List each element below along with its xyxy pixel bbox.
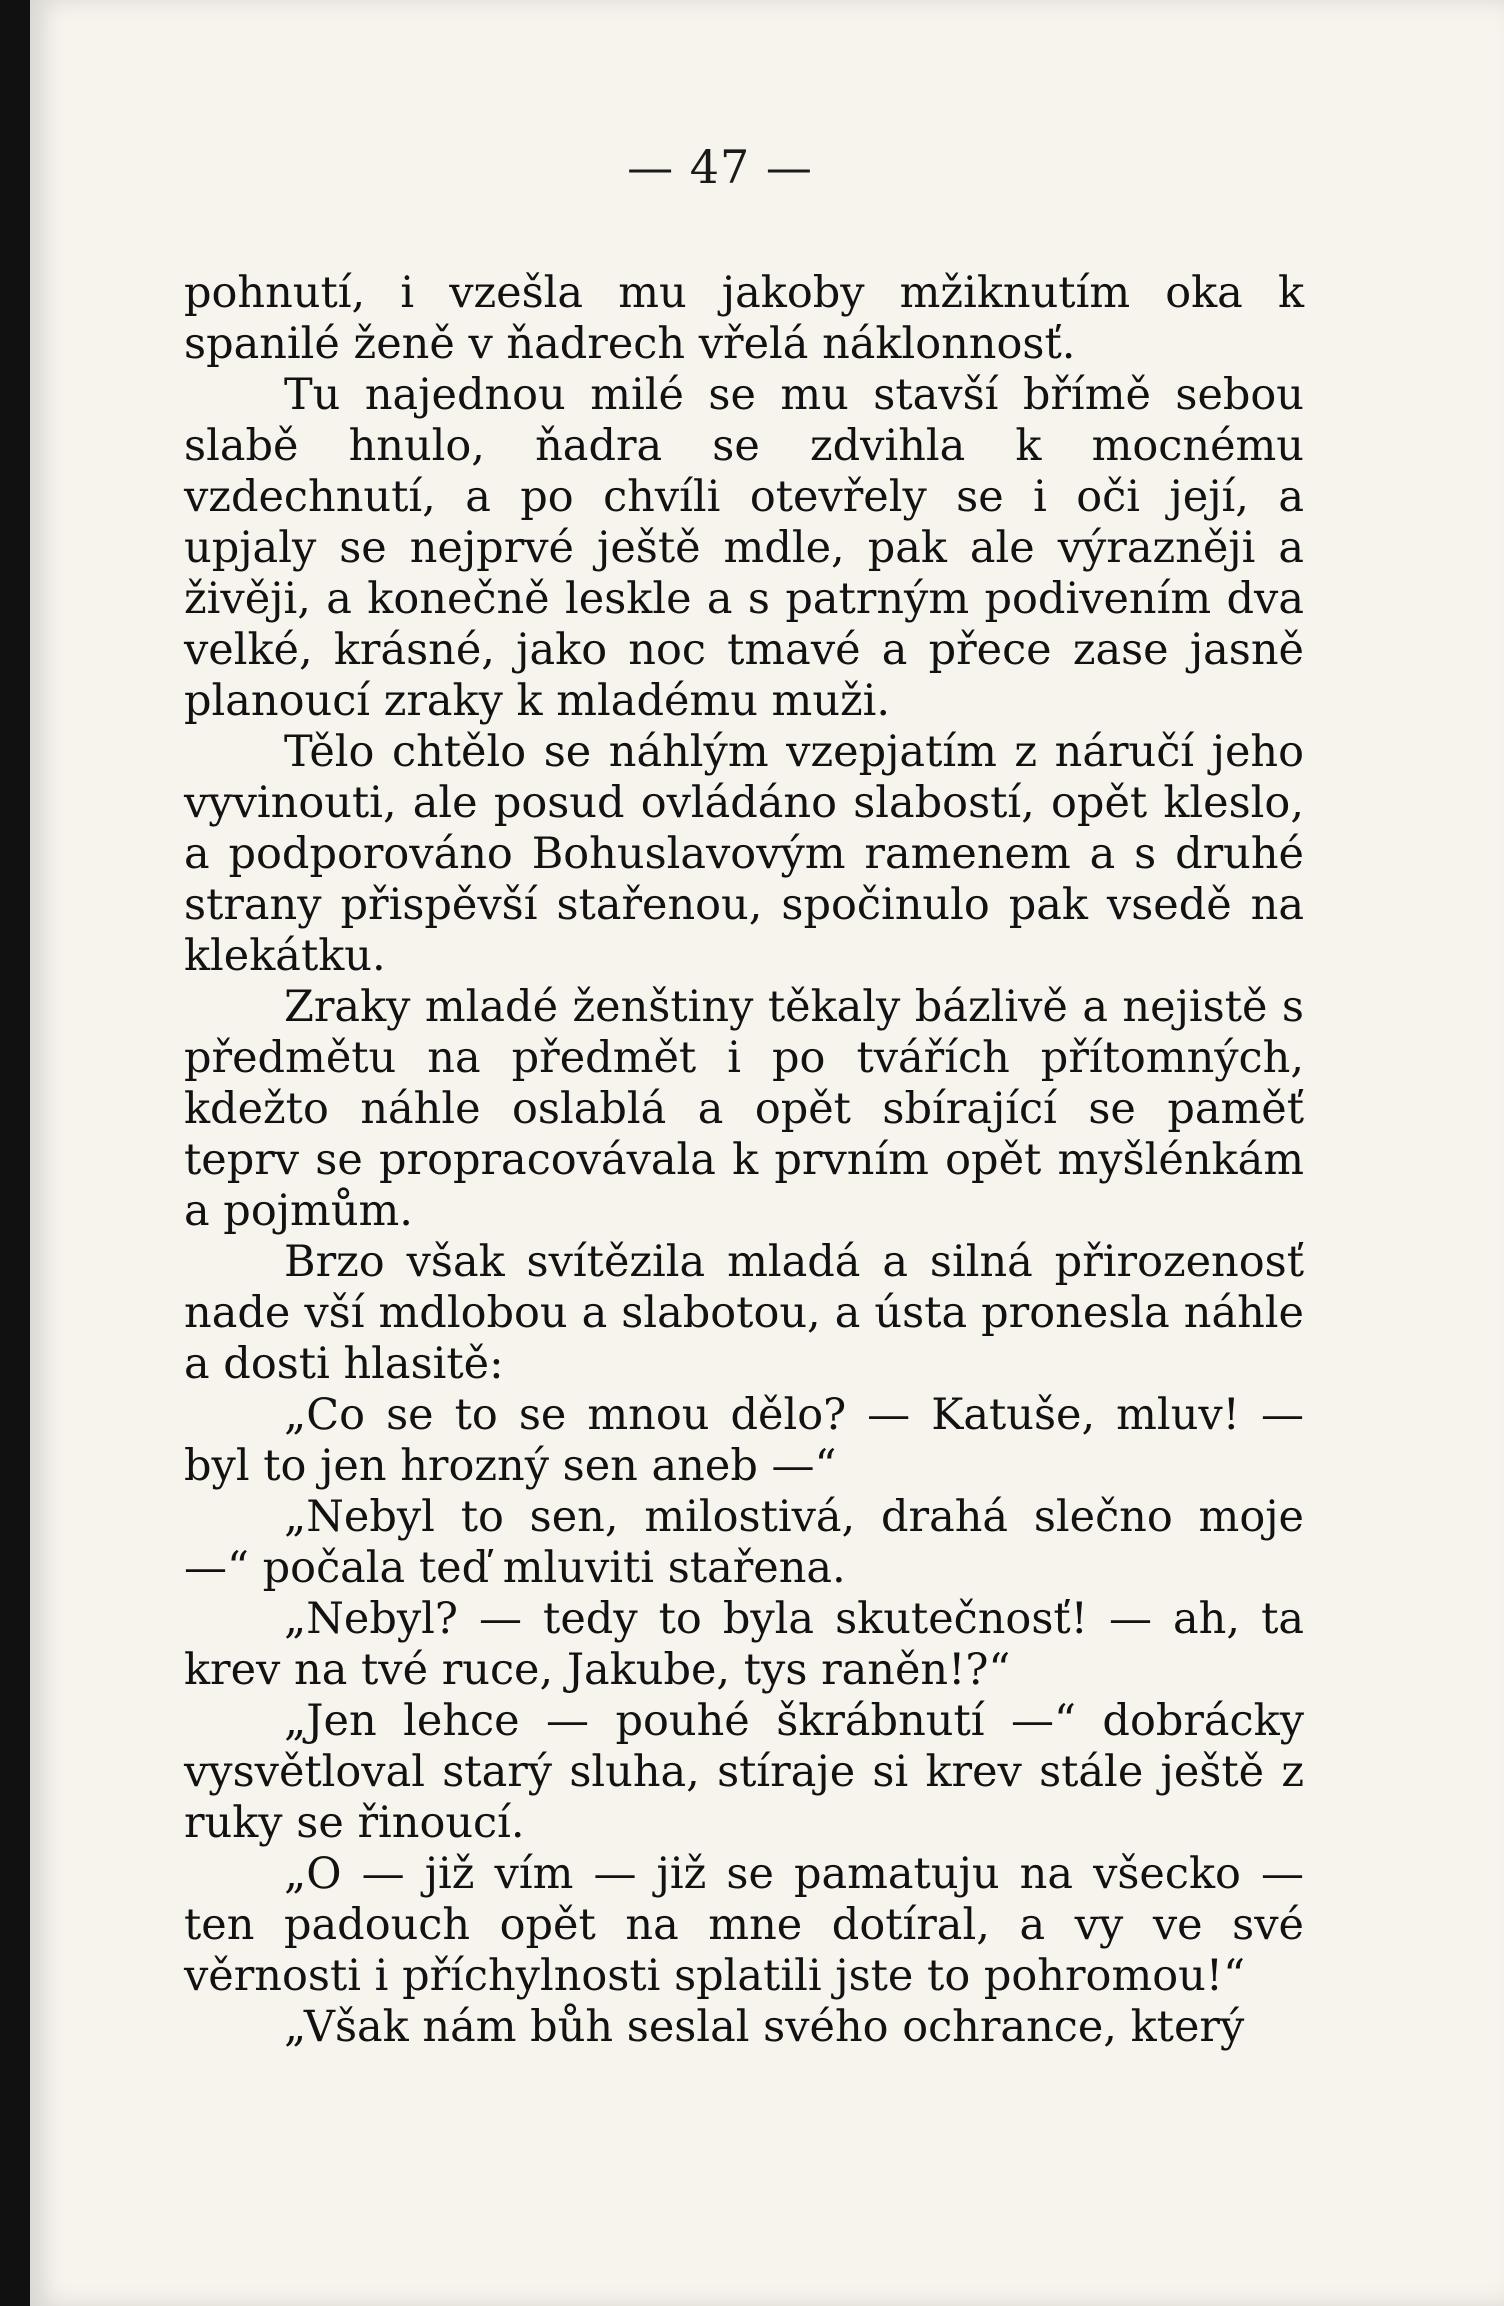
- page-number: — 47 —: [627, 140, 813, 194]
- body-text: [184, 268, 1304, 2053]
- paragraph-9: „Jen lehce — pouhé škrábnutí —“ dobrácky vysvětloval starý sluha, stíraje si krev stále ještě z ruky se řinoucí.: [184, 1696, 1304, 1848]
- paragraph-4: Zraky mladé ženštiny těkaly bázlivě a nejistě s předmětu na předmět i po tvářích přítomných, kdežto náhle oslablá a opět sbírající se paměť teprv se propracovávala k prvním opět myšlénkám a pojmům.: [184, 982, 1304, 1236]
- paragraph-5: Brzo však svítězila mladá a silná přirozenosť nade vší mdlobou a slabotou, a ústa pronesla náhle a dosti hlasitě:: [184, 1237, 1304, 1389]
- paragraph-2: Tu najednou milé se mu stavší břímě sebou slabě hnulo, ňadra se zdvihla k mocnému vzdechnutí, a po chvíli otevřely se i oči její, a upjaly se nejprvé ještě mdle, pak ale výrazněji a živěji, a konečně leskle a s patrným podivením dva velké, krásné, jako noc tmavé a přece zase jasně planoucí zraky k mladému muži.: [184, 370, 1304, 726]
- paragraph-1: pohnutí, i vzešla mu jakoby mžiknutím oka k spanilé ženě v ňadrech vřelá náklonnosť.: [184, 268, 1304, 369]
- paragraph-11: „Však nám bůh seslal svého ochrance, který: [284, 2002, 1245, 2052]
- paragraph-8: „Nebyl? — tedy to byla skutečnosť! — ah, ta krev na tvé ruce, Jakube, tys raněn!?“: [184, 1594, 1304, 1695]
- paragraph-6: „Co se to se mnou dělo? — Katuše, mluv! — byl to jen hrozný sen aneb —“: [184, 1390, 1304, 1491]
- page-binding-shadow: [0, 0, 30, 2306]
- paragraph-7: „Nebyl to sen, milostivá, drahá slečno moje —“ počala teď mluviti stařena.: [184, 1492, 1304, 1593]
- paragraph-3: Tělo chtělo se náhlým vzepjatím z náručí jeho vyvinouti, ale posud ovládáno slabostí, opět kleslo, a podporováno Bohuslavovým ramenem a s druhé strany přispěvší stařenou, spočinulo pak vsedě na klekátku.: [184, 727, 1304, 981]
- paragraph-10: „O — již vím — již se pamatuju na všecko — ten padouch opět na mne dotíral, a vy ve své věrnosti i příchylnosti splatili jste to pohromou!“: [184, 1849, 1304, 2001]
